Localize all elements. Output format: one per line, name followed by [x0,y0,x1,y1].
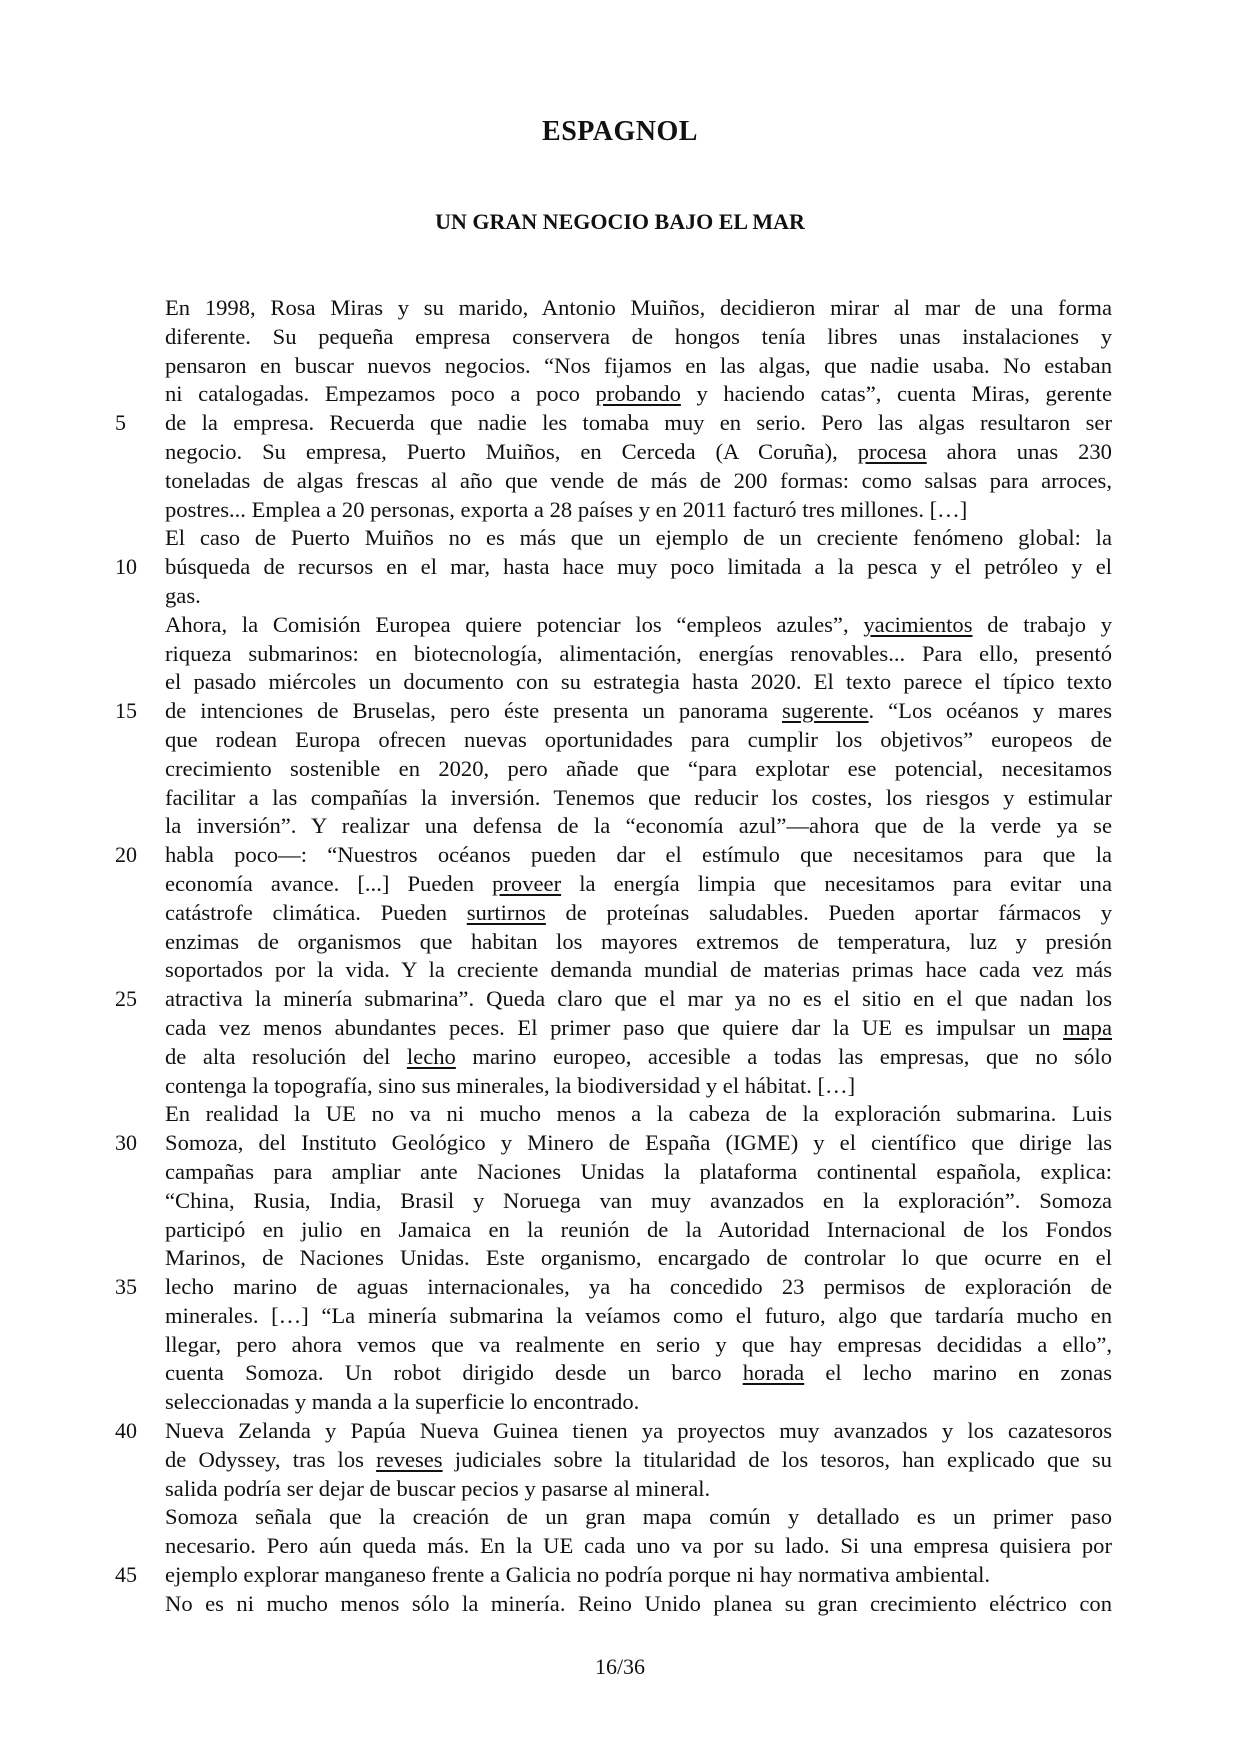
text-segment: No es ni mucho menos sólo la minería. Reino Unido planea su gran crecimiento eléctrico con [165,1590,1112,1616]
line-number: 10 [115,554,137,580]
text-segment: contenga la topografía, sino sus minerales, la biodiversidad y el hábitat. […] [165,1072,856,1098]
text-segment: ahora unas 230 [926,438,1112,464]
line-text [165,409,1112,438]
text-segment: crecimiento sostenible en 2020, pero añade que “para explotar ese potencial, necesitamos [165,755,1112,781]
text-segment: cuenta Somoza. Un robot dirigido desde un barco [165,1360,743,1386]
underlined-word: yacimientos [863,611,973,637]
line-text [165,1532,1112,1561]
line-number: 30 [115,1130,137,1156]
text-segment: de proteínas saludables. Pueden aportar fármacos y [545,899,1112,925]
text-line [165,323,1112,352]
line-text [165,985,1112,1014]
text-line [165,784,1112,813]
text-segment: participó en julio en Jamaica en la reunión de la Autoridad Internacional de los Fondos [165,1216,1112,1242]
line-text [165,870,1112,899]
line-text [165,1475,1112,1504]
text-segment: negocio. Su empresa, Puerto Muiños, en Cerceda (A Coruña), [165,438,858,464]
text-segment: En realidad la UE no va ni mucho menos a la cabeza de la exploración submarina. Luis [165,1101,1112,1127]
line-text [165,1072,1112,1101]
line-text [165,1503,1112,1532]
line-text [165,1417,1112,1446]
text-line [165,870,1112,899]
text-line [165,1331,1112,1360]
text-segment: y haciendo catas”, cuenta Miras, gerente [680,381,1112,407]
text-segment: necesario. Pero aún queda más. En la UE cada uno va por su lado. Si una empresa quisiera por [165,1533,1112,1559]
line-text [165,1244,1112,1273]
text-segment: “China, Rusia, India, Brasil y Noruega van muy avanzados en la exploración”. Somoza [165,1187,1112,1213]
line-text [165,1100,1112,1129]
text-line [165,1043,1112,1072]
line-text [165,294,1112,323]
text-line [165,1216,1112,1245]
line-text [165,1187,1112,1216]
underlined-word: lecho [406,1043,456,1069]
line-text [165,438,1112,467]
text-segment: de trabajo y [972,611,1113,637]
text-segment: postres... Emplea a 20 personas, exporta a 28 países y en 2011 facturó tres millones. […] [165,496,968,522]
text-segment: búsqueda de recursos en el mar, hasta hace muy poco limitada a la pesca y el petróleo y el [165,554,1112,580]
text-line [115,1273,1112,1302]
text-segment: la inversión”. Y realizar una defensa de la “economía azul”—ahora que de la verde ya se [165,813,1112,839]
text-line [165,899,1112,928]
page-number: 16/36 [594,1654,646,1679]
line-text [165,928,1112,957]
text-segment: Nueva Zelanda y Papúa Nueva Guinea tienen ya proyectos muy avanzados y los cazatesoros [165,1418,1112,1444]
text-segment: gas. [165,582,201,608]
text-line [165,812,1112,841]
line-text [165,956,1112,985]
line-number: 25 [115,986,137,1012]
underlined-word: proveer [492,870,562,896]
line-text [165,697,1112,726]
text-segment: soportados por la vida. Y la creciente demanda mundial de materias primas hace cada vez más [165,957,1112,983]
text-segment: judiciales sobre la titularidad de los tesoros, han explicado que su [442,1446,1112,1472]
text-line [165,1359,1112,1388]
line-text [165,755,1112,784]
text-line [165,438,1112,467]
line-number: 15 [115,698,137,724]
text-line [165,956,1112,985]
page-title: ESPAGNOL [542,116,698,147]
text-segment: de intenciones de Bruselas, pero éste presenta un panorama [165,698,782,724]
text-line [165,380,1112,409]
text-line [165,928,1112,957]
text-line [165,524,1112,553]
text-line [165,668,1112,697]
text-line [115,1561,1112,1590]
text-line [165,755,1112,784]
line-text [165,1273,1112,1302]
text-segment: . “Los océanos y mares [868,698,1112,724]
text-segment: economía avance. [...] Pueden [165,870,493,896]
line-text [165,1302,1112,1331]
line-text [165,899,1112,928]
article-body [115,294,1113,1619]
text-segment: salida podría ser dejar de buscar pecios y pasarse al mineral. [165,1475,711,1501]
text-segment: Ahora, la Comisión Europea quiere potenciar los “empleos azules”, [165,611,864,637]
text-segment: de alta resolución del [165,1043,407,1069]
text-line [115,985,1112,1014]
line-text [165,841,1112,870]
underlined-word: sugerente [781,698,869,724]
line-text [165,1014,1112,1043]
line-text [165,1388,1112,1417]
text-line [165,1187,1112,1216]
line-number: 45 [115,1562,137,1588]
text-line [115,1417,1112,1446]
text-segment: ejemplo explorar manganeso frente a Galicia no podría porque ni hay normativa ambiental. [165,1562,990,1588]
text-segment: de la empresa. Recuerda que nadie les tomaba muy en serio. Pero las algas resultaron ser [165,410,1112,436]
text-line [165,1503,1112,1532]
line-text [165,582,1112,611]
text-line [165,1475,1112,1504]
text-segment: riqueza submarinos: en biotecnología, alimentación, energías renovables... Para ello, presentó [165,640,1112,666]
text-segment: campañas para ampliar ante Naciones Unidas la plataforma continental española, explica: [165,1158,1112,1184]
line-text [165,1561,1112,1590]
text-line [165,1244,1112,1273]
text-line [165,496,1112,525]
line-text [165,640,1112,669]
text-segment: toneladas de algas frescas al año que vende de más de 200 formas: como salsas para arroces, [165,467,1112,493]
line-text [165,553,1112,582]
line-text [165,323,1112,352]
line-text [165,496,1112,525]
text-segment: En 1998, Rosa Miras y su marido, Antonio Muiños, decidieron mirar al mar de una forma [165,295,1112,320]
text-line [165,294,1112,323]
text-segment: que rodean Europa ofrecen nuevas oportunidades para cumplir los objetivos” europeos de [165,726,1112,752]
text-segment: marino europeo, accesible a todas las empresas, que no sólo [455,1043,1113,1069]
text-line [165,726,1112,755]
line-text [165,1331,1112,1360]
line-text [165,1359,1112,1388]
text-line [115,409,1112,438]
text-segment: atractiva la minería submarina”. Queda claro que el mar ya no es el sitio en el que nadan los [165,986,1112,1012]
text-line [165,640,1112,669]
text-line [165,611,1112,640]
text-line [165,467,1112,496]
text-segment: el lecho marino en zonas [804,1360,1112,1386]
text-segment: llegar, pero ahora vemos que va realmente en serio y que hay empresas decididas a ello”, [165,1331,1112,1357]
line-text [165,1216,1112,1245]
text-segment: habla poco—: “Nuestros océanos pueden dar el estímulo que necesitamos para que la [165,842,1112,868]
text-line [165,1302,1112,1331]
text-segment: el pasado miércoles un documento con su estrategia hasta 2020. El texto parece el típico texto [165,669,1112,695]
line-text [165,467,1112,496]
text-segment: pensaron en buscar nuevos negocios. “Nos fijamos en las algas, que nadie usaba. No estaban [165,352,1112,378]
text-segment: de Odyssey, tras los [165,1446,377,1472]
underlined-word: reveses [376,1446,443,1472]
text-line [165,1158,1112,1187]
text-line [165,1532,1112,1561]
line-text [165,1590,1112,1619]
line-text [165,1043,1112,1072]
line-text [165,1158,1112,1187]
underlined-word: probando [595,381,681,407]
text-segment: minerales. […] “La minería submarina la veíamos como el futuro, algo que tardaría mucho en [165,1302,1112,1328]
text-segment: Marinos, de Naciones Unidas. Este organismo, encargado de controlar lo que ocurre en el [165,1245,1112,1271]
text-segment: Somoza señala que la creación de un gran mapa común y detallado es un primer paso [165,1504,1112,1530]
line-text [165,812,1112,841]
text-line [165,1388,1112,1417]
text-segment: enzimas de organismos que habitan los mayores extremos de temperatura, luz y presión [165,928,1112,954]
text-segment: cada vez menos abundantes peces. El primer paso que quiere dar la UE es impulsar un [165,1014,1064,1040]
text-segment: lecho marino de aguas internacionales, ya ha concedido 23 permisos de exploración de [165,1274,1112,1300]
line-text [165,611,1112,640]
text-line [115,697,1112,726]
underlined-word: surtirnos [466,899,546,925]
line-number: 5 [115,410,126,436]
line-text [165,1446,1112,1475]
line-number: 35 [115,1274,137,1300]
line-number: 40 [115,1418,137,1444]
underlined-word: mapa [1063,1014,1112,1040]
line-number: 20 [115,842,137,868]
text-line [165,1446,1112,1475]
line-text [165,668,1112,697]
article-title: UN GRAN NEGOCIO BAJO EL MAR [435,209,805,234]
line-text [165,524,1112,553]
text-line [165,1014,1112,1043]
text-line [115,1129,1112,1158]
line-text [165,784,1112,813]
line-text [165,726,1112,755]
text-line [115,841,1112,870]
line-text [165,380,1112,409]
text-segment: catástrofe climática. Pueden [165,899,467,925]
line-text [165,1129,1112,1158]
text-line [165,1590,1112,1619]
text-line [165,1072,1112,1101]
text-segment: Somoza, del Instituto Geológico y Minero de España (IGME) y el científico que dirige las [165,1130,1112,1156]
line-text [165,352,1112,381]
underlined-word: procesa [857,438,927,464]
text-segment: seleccionadas y manda a la superficie lo encontrado. [165,1389,640,1415]
text-line [165,582,1112,611]
text-line [165,352,1112,381]
text-segment: facilitar a las compañías la inversión. Tenemos que reducir los costes, los riesgos y estimular [165,784,1112,810]
underlined-word: horada [742,1360,805,1386]
text-line [115,553,1112,582]
text-segment: la energía limpia que necesitamos para evitar una [561,870,1112,896]
text-segment: diferente. Su pequeña empresa conservera de hongos tenía libres unas instalaciones y [165,323,1112,349]
text-line [165,1100,1112,1129]
text-segment: El caso de Puerto Muiños no es más que un ejemplo de un creciente fenómeno global: la [165,525,1112,551]
text-segment: ni catalogadas. Empezamos poco a poco [165,381,596,407]
